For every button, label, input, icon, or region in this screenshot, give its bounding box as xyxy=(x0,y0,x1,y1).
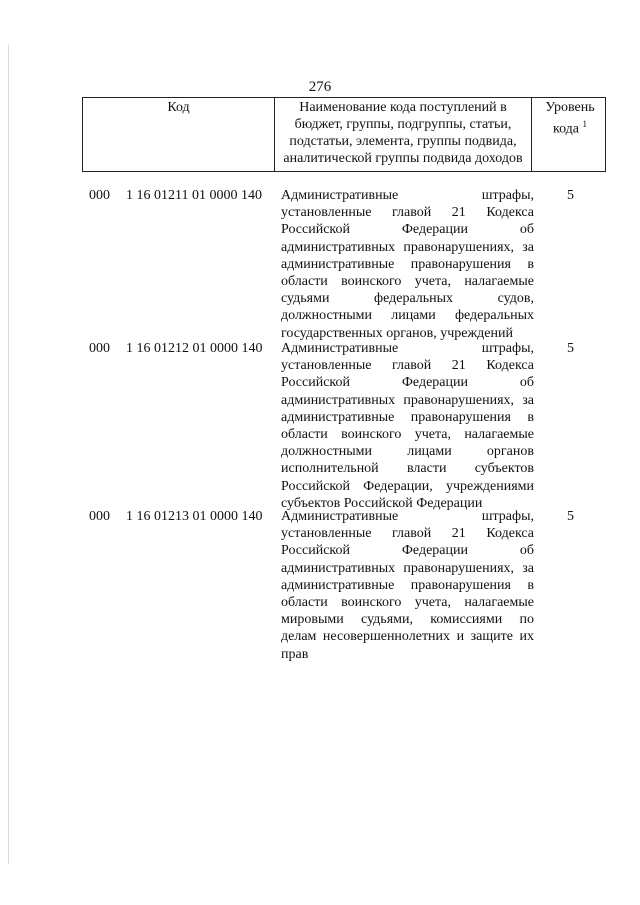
header-level-label-2: кода xyxy=(552,121,580,137)
desc-line: административные правонарушения в xyxy=(281,256,534,272)
row-code: 1 16 01211 01 0000 140 xyxy=(126,188,262,203)
desc-line: судьями федеральных судов, xyxy=(281,291,534,307)
desc-line: области воинского учета, налагаемые xyxy=(281,595,534,611)
desc-line: административных правонарушениях, за xyxy=(281,392,534,408)
desc-line: исполнительной власти субъектов xyxy=(281,461,534,477)
desc-line: административные правонарушения в xyxy=(281,409,534,425)
desc-line: прав xyxy=(281,646,309,662)
desc-line: области воинского учета, налагаемые xyxy=(281,274,534,290)
row-level: 5 xyxy=(567,188,574,203)
row-prefix: 000 xyxy=(89,509,110,524)
desc-line: Административные штрафы, xyxy=(281,188,534,203)
row-description xyxy=(281,187,534,342)
desc-line: должностными лицами федеральных xyxy=(281,308,534,324)
desc-line: мировыми судьями, комиссиями по xyxy=(281,612,534,628)
row-prefix: 000 xyxy=(89,341,110,356)
header-level-label: Уровень xyxy=(545,100,595,115)
desc-line: Административные штрафы, xyxy=(281,341,534,356)
header-level xyxy=(532,98,606,172)
desc-line: Российской Федерации, учреждениями xyxy=(281,478,534,494)
page-number: 276 xyxy=(308,79,332,95)
desc-line: Административные штрафы, xyxy=(281,509,534,524)
desc-line: делам несовершеннолетних и защите их xyxy=(281,629,534,645)
header-name: Наименование кода поступлений в бюджет, группы, подгруппы, статьи, подстатьи, элемента, группы подвида, аналитической группы подвида доходов xyxy=(275,98,532,172)
header-level-footnote: 1 xyxy=(582,119,588,129)
row-code: 1 16 01212 01 0000 140 xyxy=(126,341,263,356)
scan-edge-line xyxy=(8,44,9,864)
row-code: 1 16 01213 01 0000 140 xyxy=(126,509,263,524)
desc-line: административные правонарушения в xyxy=(281,577,534,593)
desc-line: установленные главой 21 Кодекса xyxy=(281,526,534,542)
header-code: Код xyxy=(83,98,275,172)
desc-line: области воинского учета, налагаемые xyxy=(281,427,534,443)
row-level: 5 xyxy=(567,509,574,524)
row-description xyxy=(281,508,534,663)
desc-line: государственных органов, учреждений xyxy=(281,325,513,341)
desc-line: административных правонарушениях, за xyxy=(281,560,534,576)
desc-line: Российской Федерации об xyxy=(281,375,534,391)
row-level: 5 xyxy=(567,341,574,356)
row-description xyxy=(281,340,534,512)
desc-line: установленные главой 21 Кодекса xyxy=(281,205,534,221)
desc-line: Российской Федерации об xyxy=(281,543,534,559)
header-table xyxy=(82,97,606,172)
row-prefix: 000 xyxy=(89,188,110,203)
desc-line: субъектов Российской Федерации xyxy=(281,495,483,511)
desc-line: должностными лицами органов xyxy=(281,444,534,460)
desc-line: Российской Федерации об xyxy=(281,222,534,238)
desc-line: установленные главой 21 Кодекса xyxy=(281,358,534,374)
desc-line: административных правонарушениях, за xyxy=(281,239,534,255)
